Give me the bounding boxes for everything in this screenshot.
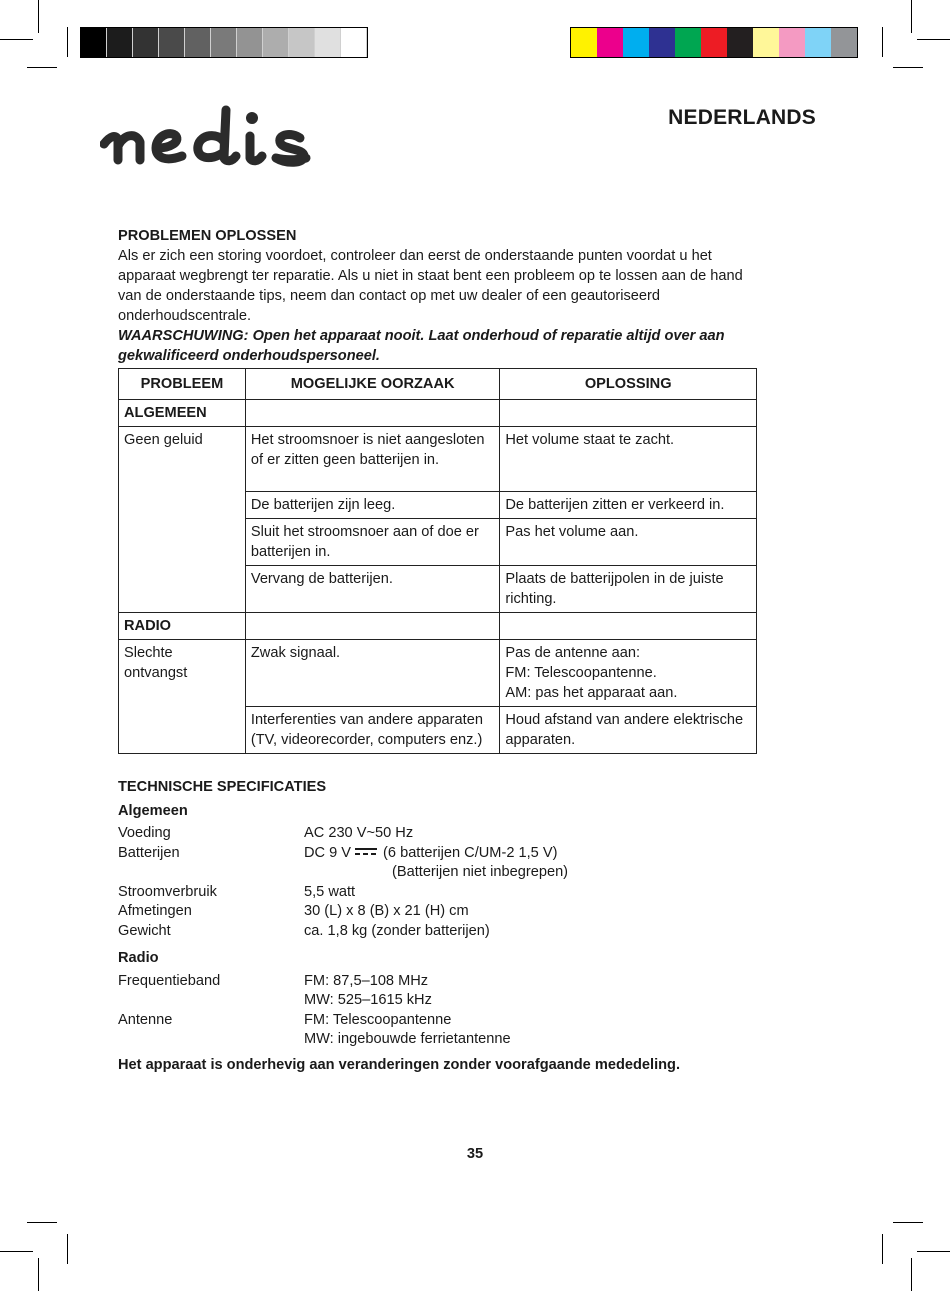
crop-mark [882,27,883,57]
crop-mark [38,1258,39,1291]
color-swatch [805,28,831,57]
spec-row-batterijen [118,844,758,883]
cause-cell: Zwak signaal. [245,640,500,707]
spec-value: AC 230 V~50 Hz [304,825,414,841]
spec-row-voeding [118,824,758,844]
dc-symbol-icon [355,848,377,856]
color-swatch [831,28,857,57]
color-swatch [289,28,315,57]
color-swatch [727,28,753,57]
solution-line: Pas de antenne aan: [505,645,641,661]
spec-note: (Batterijen niet inbegrepen) [392,864,569,880]
section-name: RADIO [119,613,246,640]
crop-mark [917,39,950,40]
crop-mark [893,67,923,68]
technical-specifications [118,778,758,1075]
problem-cell: Slechte ontvangst [119,640,246,754]
table-row [119,427,757,492]
solution-line: AM: pas het apparaat aan. [505,685,678,701]
crop-mark [0,1251,33,1252]
color-swatch [211,28,237,57]
solution-cell: Het volume staat te zacht. [500,427,757,492]
column-header: OPLOSSING [500,369,757,400]
crop-mark [27,67,57,68]
color-swatch [623,28,649,57]
spec-value: MW: 525–1615 kHz [304,992,432,1008]
spec-row-afmetingen [118,902,758,922]
color-swatch [107,28,133,57]
nedis-logo [100,100,362,172]
spec-label: Voeding [118,825,171,841]
specs-subtitle-general: Algemeen [118,802,188,819]
spec-row-stroomverbruik [118,883,758,903]
crop-mark [38,0,39,33]
spec-label: Stroomverbruik [118,883,217,900]
spec-value: FM: 87,5–108 MHz [304,972,429,989]
troubleshooting-intro [118,226,758,366]
spec-value: FM: Telescoopantenne [304,1011,452,1028]
specs-subtitle-radio: Radio [118,950,159,966]
crop-mark [0,39,33,40]
solution-cell: Houd afstand van andere elektrische apparaten. [500,707,757,754]
column-header: MOGELIJKE OORZAAK [245,369,500,400]
spec-label: Frequentieband [118,972,221,989]
crop-mark [67,27,68,57]
color-swatch [779,28,805,57]
solution-cell: Plaats de batterijpolen in de juiste richting. [500,566,757,613]
color-swatch [341,28,367,57]
solution-line: FM: Telescoopantenne. [505,665,657,681]
color-swatch [315,28,341,57]
color-swatch [597,28,623,57]
grayscale-calibration-bar [80,27,368,58]
disclaimer: Het apparaat is onderhevig aan veranderingen zonder voorafgaande mededeling. [118,1056,681,1073]
spec-row-gewicht [118,922,758,942]
spec-value-dc: DC 9 V [304,844,352,861]
crop-mark [893,1222,923,1223]
table-header-row [119,369,757,400]
language-heading: NEDERLANDS [668,106,816,129]
color-swatch [675,28,701,57]
crop-mark [917,1251,950,1252]
crop-mark [27,1222,57,1223]
section-name: ALGEMEEN [119,400,246,427]
color-swatch [159,28,185,57]
color-swatch [753,28,779,57]
color-calibration-bar [570,27,858,58]
cause-cell: Sluit het stroomsnoer aan of doe er batterijen in. [245,519,500,566]
crop-mark [911,0,912,33]
spec-row-antenne [118,1011,758,1050]
section-row [119,613,757,640]
intro-paragraph: Als er zich een storing voordoet, controleer dan eerst de onderstaande punten voordat u het apparaat wegbrengt ter reparatie. Als u niet in staat bent een probleem op te lossen aan de hand van de onderstaande tips, neem dan contact op met uw dealer of een geautoriseerd onderhoudscentrale. [118,248,743,324]
crop-mark [67,1234,68,1264]
specs-title: TECHNISCHE SPECIFICATIES [118,779,327,795]
color-swatch [133,28,159,57]
color-swatch [81,28,107,57]
spec-value: (6 batterijen C/UM-2 1,5 V) [383,844,558,861]
spec-value: ca. 1,8 kg (zonder batterijen) [304,922,490,939]
troubleshooting-table [118,368,757,754]
cause-cell: Interferenties van andere apparaten (TV, videorecorder, computers enz.) [245,707,500,754]
spec-value: 30 (L) x 8 (B) x 21 (H) cm [304,903,469,919]
spec-label: Batterijen [118,844,180,861]
column-header: PROBLEEM [119,369,246,400]
color-swatch [185,28,211,57]
solution-cell: De batterijen zitten er verkeerd in. [500,492,757,519]
crop-mark [911,1258,912,1291]
spec-value: MW: ingebouwde ferrietantenne [304,1031,511,1047]
color-swatch [649,28,675,57]
color-swatch [263,28,289,57]
section-row [119,400,757,427]
section-title: PROBLEMEN OPLOSSEN [118,228,297,244]
cause-cell: Het stroomsnoer is niet aangesloten of er zitten geen batterijen in. [245,427,500,492]
cause-cell: De batterijen zijn leeg. [245,492,500,519]
spec-label: Afmetingen [118,903,192,919]
page-number: 35 [466,1146,484,1162]
spec-row-frequentieband [118,972,758,1011]
solution-cell: Pas het volume aan. [500,519,757,566]
solution-cell [500,640,757,707]
problem-cell: Geen geluid [119,427,246,613]
spec-label: Gewicht [118,922,171,939]
color-swatch [571,28,597,57]
cause-cell: Vervang de batterijen. [245,566,500,613]
color-swatch [701,28,727,57]
crop-mark [882,1234,883,1264]
warning-text: WAARSCHUWING: Open het apparaat nooit. Laat onderhoud of reparatie altijd over aan gekwalificeerd onderhoudspersoneel. [118,328,725,364]
spec-value: 5,5 watt [304,883,356,900]
color-swatch [237,28,263,57]
table-row [119,640,757,707]
spec-label: Antenne [118,1011,173,1028]
